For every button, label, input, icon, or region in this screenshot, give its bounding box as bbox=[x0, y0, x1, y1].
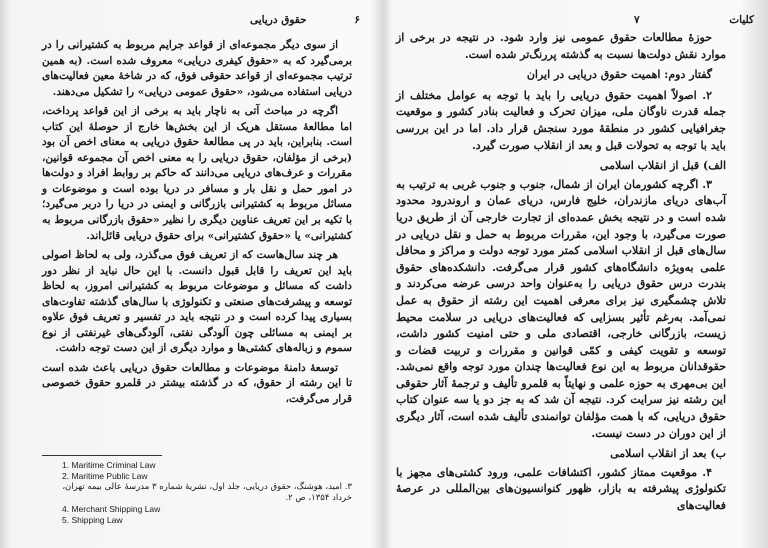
running-title: حقوق دریایی bbox=[250, 14, 307, 26]
page-body bbox=[396, 30, 726, 519]
page-header bbox=[250, 12, 360, 28]
section-title: گفتار دوم: اهمیت حقوق دریایی در ایران bbox=[526, 68, 712, 82]
paragraph: ۳. اگرچه کشورمان ایران از شمال، جنوب و جنوب غربی به ترتیب به آب‌های دریای مازندران، خلیج فارس، دریای عمان و اروندرود محدود شده است و در نتیجه بخش عمده‌ای از تجارت خارجی آن از طریق دریا صورت می‌گیرد، با وجود این، مقررات مربوط به حمل و نقل دریایی در سال‌های قبل از انقلاب اسلامی کمتر مورد توجه دولت و مراکز و محافل علمی به‌ویژه دانشگاه‌های کشور قرار می‌گرفت. دانشکده‌های حقوق بندرت درس حقوق دریایی را به‌عنوان واحد درسی عرضه می‌کردند و تلاش چشمگیری نیز برای معرفی اهمیت این رشته از حقوق به عمل نمی‌آمد. به‌رغم تأثیر بسزایی که فعالیت‌های دریایی در سلامت محیط زیست، بازرگانی خارجی، اقتصادی ملی و حتی امنیت کشور داشت، توسعه و تقویت کیفی و کمّی قوانین و مقررات و تربیت قضات و حقوقدانان مربوط به این نوع فعالیت‌ها چندان مورد توجه واقع نمی‌شد. این بی‌مهری به حوزه علمی و نهایتاً به قلمرو تألیف و ترجمهٔ آثار حقوقی این رشته نیز سرایت کرد. نتیجه آن شد که به جز دو یا سه عنوان کتاب حقوق دریایی، که با همت مؤلفان توانمندی تألیف شده است، آثار دیگری از این دوران در دست نیست. bbox=[396, 177, 726, 440]
subsection-heading: الف) قبل از انقلاب اسلامی bbox=[599, 159, 726, 173]
paragraph: توسعهٔ دامنهٔ موضوعات و مطالعات حقوق دریایی باعث شده است تا این رشته از حقوق، که در گذشته بیشتر در قلمرو حقوق خصوصی قرار می‌گرفت، bbox=[42, 361, 352, 406]
paragraph: اگرچه در مباحث آتی به ناچار باید به برخی از این قواعد پرداخت، اما مطالعهٔ مستقل هریک از این بخش‌ها خارج از حوصلهٔ این کتاب است. بنابراین، باید در پی مطالعهٔ حقوق دریایی به معنای اخص آن بود (برخی از مؤلفان، حقوق دریایی را به معنی اخص آن مجموعه قوانین، مقررات و عرف‌های دریایی می‌دانند که حاکم بر روابط افراد و دولت‌ها در امور حمل و نقل بار و مسافر در دریا بوده است و موضوعات و مسائل مربوط به کشتیرانی بازرگانی و ایمنی در دریا را دربر می‌گیرد؛ با تکیه بر این تعریف عناوین دیگری را نظیر «حقوق بازرگانی مربوط به کشتیرانی» یا «حقوق کشتیرانی» برای حقوق دریایی قائل‌اند. bbox=[42, 105, 352, 242]
footnote: 1. Maritime Criminal Law bbox=[62, 460, 156, 470]
footnote: 2. Maritime Public Law bbox=[62, 471, 148, 481]
paragraph: حوزهٔ مطالعات حقوق عمومی نیز وارد شود. در نتیجه در برخی از موارد نقش دولت‌ها نسبت به گذشته پررنگ‌تر شده است. bbox=[396, 31, 726, 61]
footnote: 5. Shipping Law bbox=[62, 515, 123, 525]
page-body bbox=[42, 38, 352, 412]
paragraph: ۴. موقعیت ممتاز کشور، اکتشافات علمی، ورود کشتی‌های مجهز با تکنولوژی پیشرفته به بازار، ظهور کنوانسیون‌های بین‌المللی در عرصهٔ فعالیت‌های bbox=[396, 465, 726, 513]
page-number: ۷ bbox=[634, 14, 640, 26]
running-title: کلیات bbox=[729, 14, 754, 26]
footnote-divider bbox=[42, 455, 162, 456]
footnote: ۳. امید، هوشنگ، حقوق دریایی، جلد اول، نشریهٔ شماره ۳ مدرسهٔ عالی بیمه تهران، خرداد ۱۳۵۴، ص ۲. bbox=[62, 482, 352, 503]
subsection-heading: ب) بعد از انقلاب اسلامی bbox=[610, 447, 726, 461]
right-page bbox=[384, 0, 768, 548]
paragraph: ۲. اصولاً اهمیت حقوق دریایی را باید با توجه به عوامل مختلف از جمله قدرت ناوگان ملی، میزان تحرک و فعالیت بنادر کشور و موقعیت جغرافیایی کشور در منطقهٔ مورد سنجش قرار داد. اما در این بررسی باید با توجه به تحولات قبل و بعد از انقلاب صورت گیرد. bbox=[396, 88, 726, 152]
paragraph: از سوی دیگر مجموعه‌ای از قواعد جرایم مربوط به کشتیرانی را در برمی‌گیرد که به «حقوق کیفری دریایی» معروف شده است. (به همین ترتیب مجموعه‌ای از قواعد حقوقی فوق، که در شاخهٔ معین فعالیت‌های دریایی استفاده می‌شود، «حقوق عمومی دریایی» را تشکیل می‌دهند. bbox=[42, 39, 352, 98]
footnotes bbox=[62, 460, 362, 526]
page-number: ۶ bbox=[354, 14, 360, 26]
page-header bbox=[634, 12, 754, 28]
paragraph: هر چند سال‌هاست که از تعریف فوق می‌گذرد، ولی به لحاظ اصولی باید این تعریف را قابل قبول دانست. با این حال نباید از نظر دور داشت که مسائل و موضوعات مربوط به کشتیرانی امروز، به لحاظ توسعه و پیشرفت‌های صنعتی و تکنولوژی با سال‌های گذشته تفاوت‌های بسیاری پیدا کرده است و در نتیجه باید در تفسیر و تعریف فوق علاوه بر ایمنی به مسائلی چون آلودگی نفتی، آلودگی‌های غیرنفتی از نوع سموم و زباله‌های کشتی‌ها و موارد دیگری از این دست توجه داشت. bbox=[42, 249, 352, 355]
footnote: 4. Merchant Shipping Law bbox=[62, 504, 161, 514]
